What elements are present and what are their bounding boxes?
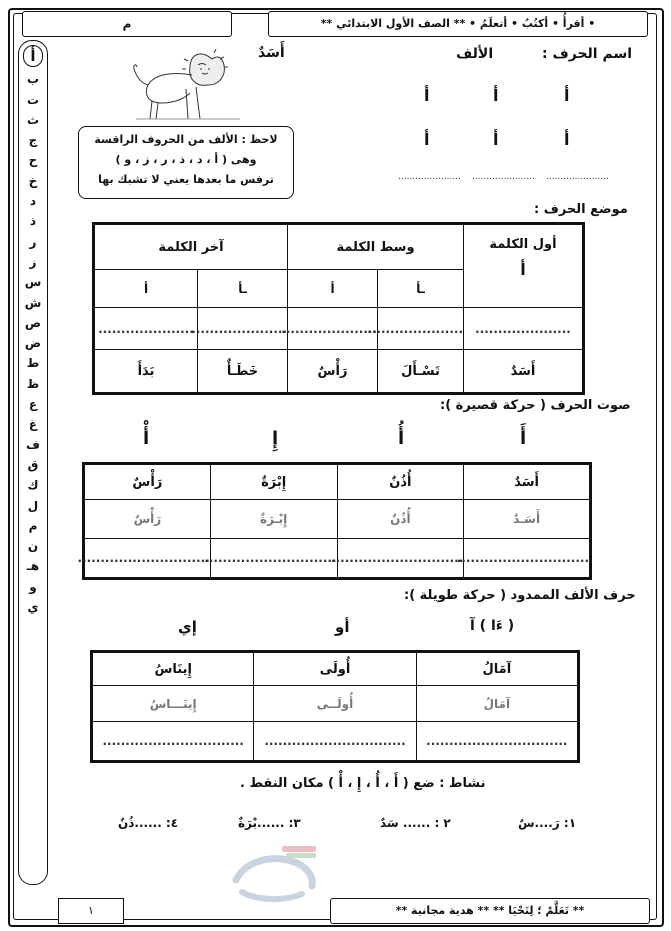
writing-line[interactable]: .............................: [337, 538, 464, 578]
alphabet-letter: ن: [27, 539, 39, 554]
alphabet-letter: ث: [26, 112, 40, 127]
traced-word: إِبْـرَةٌ: [210, 500, 337, 538]
writing-line[interactable]: .....................: [288, 308, 378, 350]
alphabet-letter: ط: [26, 356, 40, 371]
practice-letter: أ: [564, 86, 570, 105]
alphabet-letter: ظ: [26, 376, 40, 391]
long-vowel-word: آمَالُ: [416, 652, 578, 686]
letter-name-value: الألف: [456, 46, 494, 62]
vowel-word: رَأْسٌ: [84, 464, 211, 500]
note-line: وهى ( أ ، د ، ذ ، ر ، ز ، و ): [115, 153, 257, 166]
example-word: رَأْسٌ: [288, 350, 378, 394]
alphabet-letter: غ: [28, 417, 38, 432]
writing-line[interactable]: ...............................: [254, 722, 416, 762]
practice-letter: أ: [564, 130, 570, 149]
position-header-middle: وسط الكلمة: [288, 224, 464, 270]
name-field[interactable]: م: [22, 11, 232, 37]
traced-word: أَسَـدٌ: [464, 500, 591, 538]
alphabet-letter: ر: [29, 234, 37, 249]
practice-letter: أ: [424, 130, 430, 149]
alphabet-letter: م: [28, 518, 38, 533]
traced-word: أُولَــى: [254, 686, 416, 722]
vowel-word: أُذُنٌ: [337, 464, 464, 500]
alphabet-strip: [18, 40, 48, 885]
practice-letter: أ: [493, 130, 499, 149]
alphabet-letter: ش: [24, 295, 42, 310]
practice-letter: أ: [493, 86, 499, 105]
letter-name-label: اسم الحرف :: [542, 46, 633, 62]
writing-line[interactable]: .............................: [210, 538, 337, 578]
writing-line[interactable]: ...............................: [416, 722, 578, 762]
practice-letter: أ: [424, 86, 430, 105]
footer-text: ** تَعَلَّمْ ؛ لِتَحْيَا ** ** هدية مجانية **: [330, 898, 650, 924]
writing-line[interactable]: .....................: [378, 308, 464, 350]
traced-word: رَأْسٌ: [84, 500, 211, 538]
alphabet-letter: ف: [26, 437, 40, 452]
vowel-letter: إِ: [272, 428, 279, 449]
long-vowel-table: [90, 650, 580, 763]
alphabet-letter: ت: [26, 92, 40, 107]
writing-line[interactable]: .....................: [198, 308, 288, 350]
activity-item[interactable]: ٤: ......ذُنٌ: [118, 816, 179, 830]
writing-line[interactable]: ......................: [472, 172, 535, 182]
long-vowel-letter: أو: [335, 618, 350, 636]
activity-item[interactable]: ٢ : ...... سَدٌ: [380, 816, 451, 830]
writing-line[interactable]: .....................: [94, 308, 198, 350]
long-vowel-letter: إي: [178, 618, 197, 636]
example-word: بَدَأَ: [94, 350, 198, 394]
alphabet-letter: ذ: [29, 214, 37, 229]
short-vowel-table: [77, 462, 592, 580]
page-number: ١: [58, 898, 124, 924]
alphabet-letter: د: [29, 194, 37, 209]
position-header-end: آخر الكلمة: [94, 224, 288, 270]
alphabet-letter: ز: [29, 254, 37, 269]
note-line: ترفس ما بعدها يعني لا تشبك بها: [98, 173, 274, 186]
alphabet-letter: ع: [28, 397, 38, 412]
activity-item[interactable]: ١: رَ....سٌ: [518, 816, 577, 830]
example-word: خَطَـأٌ: [198, 350, 288, 394]
note-box: [78, 126, 294, 199]
watermark-logo: [222, 840, 332, 910]
form-end-alone: أ: [94, 270, 198, 308]
traced-word: أُذُنٌ: [337, 500, 464, 538]
position-table: [92, 222, 585, 395]
alphabet-letter: ص: [24, 315, 42, 330]
traced-word: إِينَـــاسُ: [92, 686, 254, 722]
alphabet-letter: ك: [27, 478, 39, 493]
alphabet-letter: أ: [23, 45, 43, 67]
writing-line[interactable]: .............................: [84, 538, 211, 578]
note-line: لاحظ : الألف من الحروف الراقسة: [94, 133, 278, 146]
alphabet-letter: س: [24, 275, 42, 290]
long-vowel-word: إِينَاسُ: [92, 652, 254, 686]
letter-word: أَسَدٌ: [258, 45, 285, 61]
vowel-letter: أُ: [398, 428, 405, 449]
form-middle-alone: أ: [288, 270, 378, 308]
header-title: • أقرأُ • أكتُبُ • أتعلَمُ • ** الصف الأول الابتدائي **: [268, 11, 648, 37]
long-vowel-word: أُولَى: [254, 652, 416, 686]
example-word: تَسْـأَلَ: [378, 350, 464, 394]
alphabet-letter: هـ: [26, 559, 40, 574]
short-vowel-label: صوت الحرف ( حركة قصيرة ):: [440, 398, 631, 413]
position-header-start: أول الكلمة أ: [464, 224, 584, 308]
form-end-joined: ـأ: [198, 270, 288, 308]
position-label: موضع الحرف :: [534, 202, 628, 217]
vowel-letter: أَ: [520, 428, 527, 449]
vowel-word: أَسَدٌ: [464, 464, 591, 500]
alphabet-letter: ض: [24, 336, 42, 351]
alphabet-letter: و: [29, 579, 37, 594]
alphabet-letter: خ: [28, 173, 38, 188]
activity-item[interactable]: ٣: ......بْرَةٌ: [238, 816, 301, 830]
alphabet-letter: ق: [27, 457, 39, 472]
writing-line[interactable]: .....................: [464, 308, 584, 350]
long-vowel-letter: ( ءَا ) آ: [470, 618, 515, 634]
writing-line[interactable]: ......................: [398, 172, 461, 182]
writing-line[interactable]: .............................: [464, 538, 591, 578]
alphabet-letter: ل: [27, 498, 39, 513]
example-word: أَسَدٌ: [464, 350, 584, 394]
vowel-letter: أْ: [143, 428, 150, 449]
writing-line[interactable]: ...............................: [92, 722, 254, 762]
vowel-word: إِبْرَةٌ: [210, 464, 337, 500]
alphabet-letter: ج: [28, 133, 38, 148]
writing-line[interactable]: ......................: [546, 172, 609, 182]
traced-word: آمَالُ: [416, 686, 578, 722]
activity-instruction: نشاط : ضع ( أَ ، أُ ، إِ ، أْ ) مكان النقط .: [240, 776, 486, 791]
form-middle-joined: ـأ: [378, 270, 464, 308]
alphabet-letter: ي: [27, 600, 39, 615]
long-vowel-label: حرف الألف الممدود ( حركة طويلة ):: [404, 588, 636, 603]
lion-illustration: [130, 45, 250, 123]
alphabet-list: [19, 41, 47, 617]
alphabet-letter: ب: [26, 72, 40, 87]
alphabet-letter: ح: [28, 153, 38, 168]
